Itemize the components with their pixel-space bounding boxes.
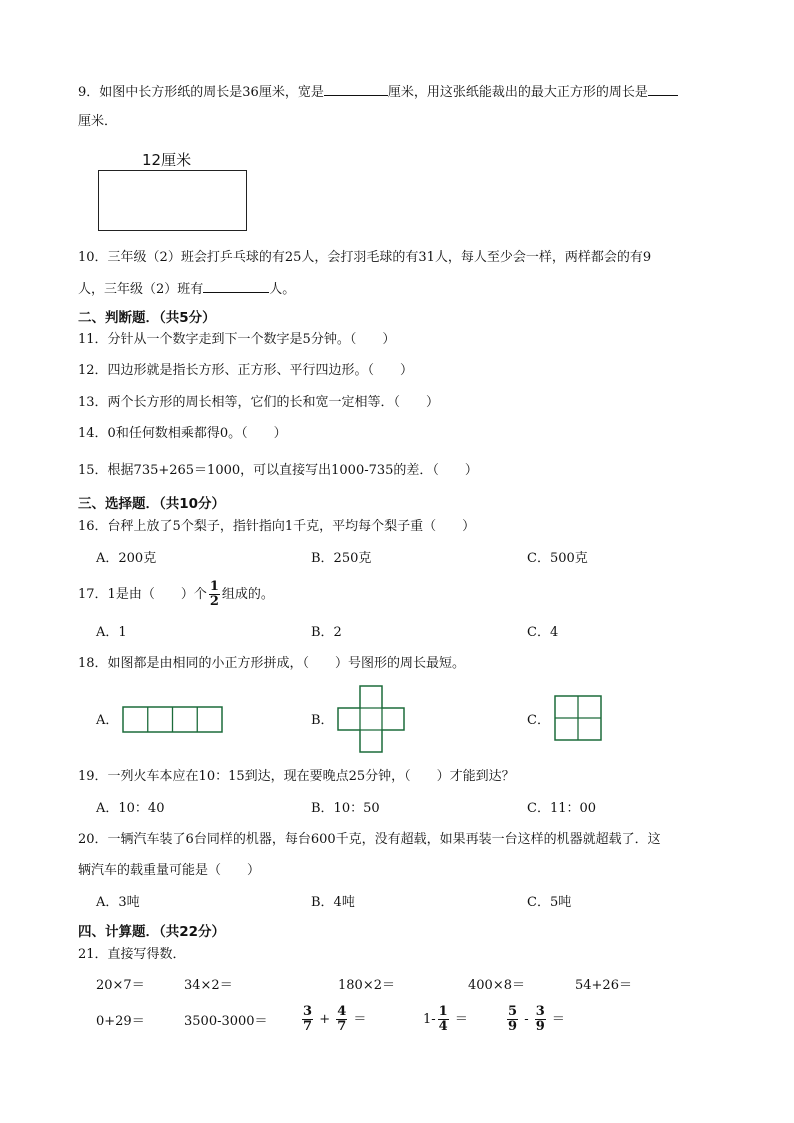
calc-item: 54+26＝ [575,978,632,993]
q10-text-a: 人，三年级（2）班有 [78,282,204,297]
q19-option-c[interactable]: C．11：00 [527,801,597,816]
q19-stem: 19．一列火车本应在10：15到达，现在要晚点25分钟，（ ）才能到达？ [78,769,515,784]
fraction: $\frac{5}{9}$ [508,1004,518,1034]
q16-stem: 16．台秤上放了5个梨子，指针指向1千克，平均每个梨子重（ ） [78,519,476,534]
fraction: $\frac{3}{9}$ [535,1004,545,1034]
q14: 14．0和任何数相乘都得0。（ ） [78,426,287,441]
q20-option-a[interactable]: A．3吨 [96,895,140,910]
q17-frac-den: 2 [209,594,219,609]
calc-item: 34×2＝ [184,978,233,993]
q21-stem: 21．直接写得数． [78,947,186,962]
q18-figure-a-row-squares [122,706,224,734]
q17-frac-num: 1 [209,579,219,594]
q18-figure-c-square [554,695,603,742]
q9-blank-width[interactable] [324,83,388,96]
q17-text-a: 17．1是由（ ）个 [78,587,207,602]
section-4-title: 四、计算题．（共22分） [78,924,226,940]
section-3-title: 三、选择题．（共10分） [78,496,226,512]
q10-text-b: 人。 [269,282,296,297]
q19-option-a[interactable]: A．10：40 [96,801,165,816]
q17-fraction [209,580,220,609]
fraction: $\frac{3}{7}$ [303,1004,313,1034]
fraction: $\frac{4}{7}$ [337,1004,347,1034]
q17-text-b: 组成的。 [221,587,274,602]
q16-option-a[interactable]: A．200克 [96,551,157,566]
q9-line1 [78,83,678,102]
q18-option-b[interactable]: B． [311,713,334,728]
q15: 15．根据735+265＝1000，可以直接写出1000-735的差．（ ） [78,463,478,478]
calc-fraction-subtract-one: 1- $\frac{1}{4}$ ＝ [423,1004,468,1034]
q13: 13．两个长方形的周长相等，它们的长和宽一定相等．（ ） [78,395,440,410]
q18-option-a[interactable]: A． [96,713,119,728]
q16-option-b[interactable]: B．250克 [311,551,372,566]
q20-line2: 辆汽车的载重量可能是（ ） [78,863,261,878]
section-2-title: 二、判断题．（共5分） [78,310,216,326]
q18-stem: 18．如图都是由相同的小正方形拼成，（ ）号图形的周长最短。 [78,656,466,671]
q17-stem [78,580,274,610]
q16-option-c[interactable]: C．500克 [527,551,588,566]
fraction: $\frac{1}{4}$ [438,1004,448,1034]
q18-option-c[interactable]: C． [527,713,550,728]
q20-option-c[interactable]: C．5吨 [527,895,572,910]
q18-figure-b-cross [337,685,406,754]
q9-text-a: 9．如图中长方形纸的周长是36厘米，宽是 [78,85,324,100]
q10-blank[interactable] [203,280,269,293]
q10-line1: 10．三年级（2）班会打乒乓球的有25人，会打羽毛球的有31人，每人至少会一样，两样都会的有9 [78,250,652,265]
q12: 12．四边形就是指长方形、正方形、平行四边形。（ ） [78,363,414,378]
q10-line2 [78,280,295,299]
q9-line2: 厘米． [78,114,118,129]
calc-item: 3500-3000＝ [184,1014,268,1029]
q11: 11．分针从一个数字走到下一个数字是5分钟。（ ） [78,332,396,347]
q9-figure-label: 12厘米 [142,151,192,169]
q17-option-c[interactable]: C．4 [527,625,559,640]
calc-item: 180×2＝ [338,978,395,993]
q9-text-b: 厘米，用这张纸能裁出的最大正方形的周长是 [387,85,648,100]
q20-option-b[interactable]: B．4吨 [311,895,355,910]
q17-option-a[interactable]: A．1 [96,625,127,640]
calc-item: 400×8＝ [468,978,525,993]
q9-rectangle-figure [98,170,247,231]
q17-option-b[interactable]: B．2 [311,625,342,640]
q20-line1: 20．一辆汽车装了6台同样的机器，每台600千克，没有超载，如果再装一台这样的机器就超载了．这 [78,832,661,847]
calc-fraction-sum: $\frac{3}{7}$ + $\frac{4}{7}$ ＝ [303,1004,367,1034]
calc-item: 20×7＝ [96,978,145,993]
calc-fraction-difference: $\frac{5}{9}$ - $\frac{3}{9}$ ＝ [508,1004,565,1034]
calc-item: 0+29＝ [96,1014,145,1029]
q9-blank-perimeter[interactable] [648,83,678,96]
q19-option-b[interactable]: B．10：50 [311,801,380,816]
